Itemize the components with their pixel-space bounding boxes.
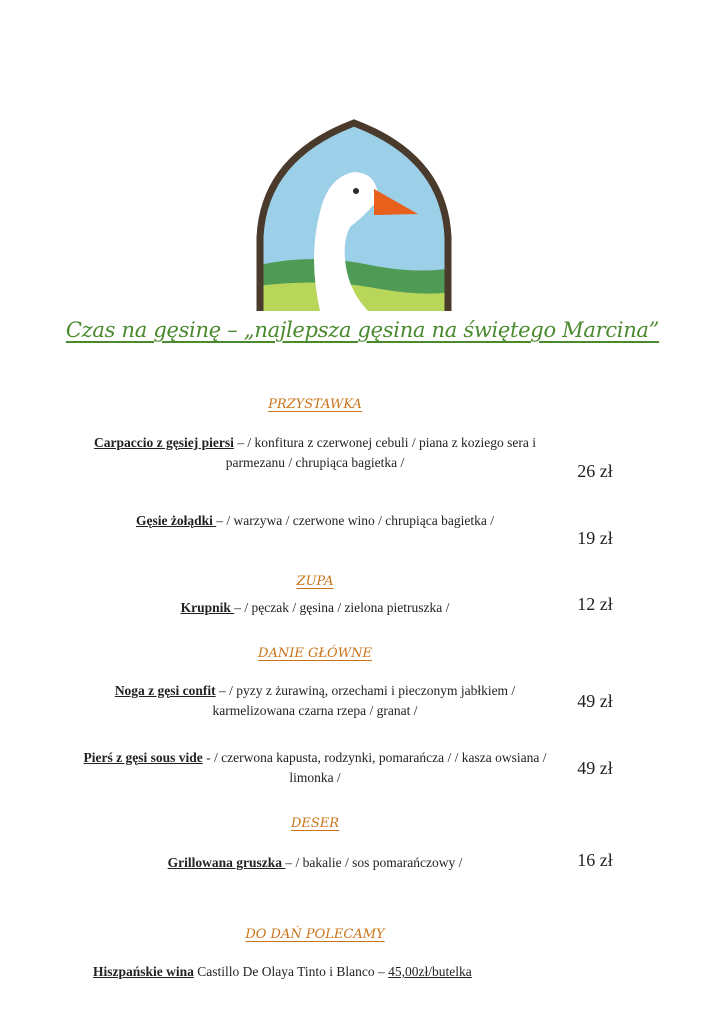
goose-arch-logo <box>250 117 458 311</box>
item-price: 16 zł <box>577 850 613 870</box>
item-desc: – / konfitura z czerwonej cebuli / piana z koziego sera i parmezanu / chrupiąca bagietka / <box>225 435 536 470</box>
item-price: 12 zł <box>577 594 613 614</box>
logo-goose-eye <box>353 188 359 194</box>
menu-item-piers-sous-vide <box>80 748 550 788</box>
menu-item-carpaccio <box>80 433 550 473</box>
item-price: 49 zł <box>577 758 613 778</box>
item-name: Gęsie żołądki <box>135 513 217 528</box>
section-dessert: DESER <box>290 816 340 831</box>
section-recommend: DO DAŃ POLECAMY <box>245 927 385 942</box>
menu-item-krupnik <box>80 598 550 618</box>
section-starter: PRZYSTAWKA <box>268 397 362 412</box>
wine-desc: Castillo De Olaya Tinto i Blanco – <box>193 964 389 979</box>
item-name: Grillowana gruszka <box>167 855 286 870</box>
menu-item-gruszka <box>80 853 550 873</box>
item-name: Carpaccio z gęsiej piersi <box>94 435 234 450</box>
wine-name: Hiszpańskie wina <box>93 964 194 979</box>
item-desc: – / warzywa / czerwone wino / chrupiąca bagietka / <box>216 513 494 528</box>
item-desc: – / pyzy z żurawiną, orzechami i pieczonym jabłkiem / karmelizowana czarna rzepa / granat / <box>212 683 516 718</box>
item-desc: – / bakalie / sos pomarańczowy / <box>285 855 463 870</box>
menu-item-noga-confit <box>80 681 550 721</box>
section-main: DANIE GŁÓWNE <box>258 646 372 661</box>
item-price: 26 zł <box>577 461 613 481</box>
wine-recommendation <box>93 964 472 980</box>
item-desc: – / pęczak / gęsina / zielona pietruszka / <box>234 600 450 615</box>
wine-price: 45,00zł/butelka <box>388 964 472 979</box>
item-name: Noga z gęsi confit <box>114 683 216 698</box>
section-soup: ZUPA <box>296 574 334 589</box>
item-price: 19 zł <box>577 528 613 548</box>
item-price: 49 zł <box>577 691 613 711</box>
item-desc: - / czerwona kapusta, rodzynki, pomarańcza / / kasza owsiana / limonka / <box>202 750 547 785</box>
item-name: Pierś z gęsi sous vide <box>83 750 203 765</box>
page-title: Czas na gęsinę – „najlepsza gęsina na świętego Marcina” <box>65 318 660 342</box>
item-name: Krupnik <box>180 600 235 615</box>
menu-item-zoladki <box>80 511 550 531</box>
